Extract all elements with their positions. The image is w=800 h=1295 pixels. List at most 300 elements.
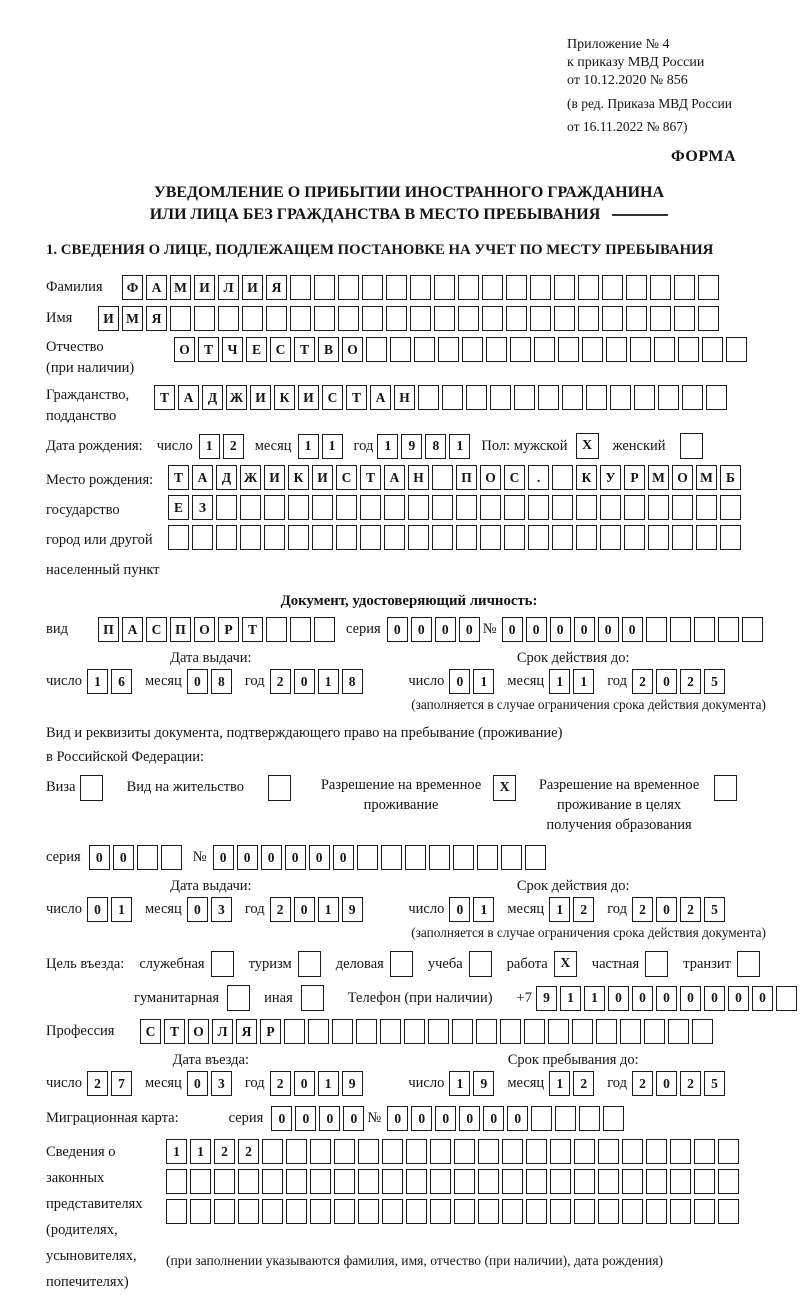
form-cell bbox=[696, 525, 717, 550]
form-cell bbox=[476, 1019, 497, 1044]
citizenship-label: Гражданство, подданство bbox=[46, 387, 130, 424]
form-cell bbox=[310, 1199, 331, 1224]
form-cell: 8 bbox=[425, 434, 446, 459]
business-checkbox bbox=[390, 951, 413, 977]
given-name-row bbox=[46, 306, 772, 331]
form-cell: К bbox=[274, 385, 295, 410]
form-cell: 1 bbox=[322, 434, 343, 459]
form-cell: М bbox=[696, 465, 717, 490]
doc-kind-boxes bbox=[98, 617, 338, 642]
form-cell bbox=[558, 337, 579, 362]
form-cell bbox=[646, 617, 667, 642]
form-cell bbox=[682, 385, 703, 410]
form-cell bbox=[598, 1169, 619, 1194]
valid-month-boxes bbox=[549, 897, 597, 922]
form-cell: С bbox=[146, 617, 167, 642]
form-cell: 2 bbox=[87, 1071, 108, 1096]
form-cell bbox=[434, 275, 455, 300]
migration-card-row bbox=[46, 1106, 772, 1131]
form-cell bbox=[694, 1169, 715, 1194]
form-cell bbox=[502, 1199, 523, 1224]
form-cell bbox=[702, 337, 723, 362]
form-cell bbox=[528, 495, 549, 520]
form-cell bbox=[334, 1169, 355, 1194]
form-cell bbox=[384, 495, 405, 520]
valid-year-boxes bbox=[632, 669, 728, 694]
birth-date-row bbox=[46, 433, 772, 459]
form-cell bbox=[290, 617, 311, 642]
form-cell: А bbox=[122, 617, 143, 642]
form-cell: 2 bbox=[223, 434, 244, 459]
form-cell bbox=[525, 845, 546, 870]
form-cell bbox=[216, 495, 237, 520]
birth-place-label: Место рождения: государство город или другой населенный пункт bbox=[46, 472, 160, 578]
form-cell bbox=[310, 1169, 331, 1194]
form-cell bbox=[453, 845, 474, 870]
form-cell: С bbox=[504, 465, 525, 490]
form-cell bbox=[530, 306, 551, 331]
form-cell bbox=[486, 337, 507, 362]
form-cell: О bbox=[174, 337, 195, 362]
form-cell bbox=[478, 1169, 499, 1194]
form-cell: 0 bbox=[656, 1071, 677, 1096]
residence-doc-intro2: в Российской Федерации: bbox=[46, 749, 205, 765]
form-cell bbox=[696, 495, 717, 520]
form-cell bbox=[482, 306, 503, 331]
form-cell bbox=[646, 1199, 667, 1224]
form-cell: 9 bbox=[473, 1071, 494, 1096]
form-cell: 0 bbox=[89, 845, 110, 870]
form-cell: 0 bbox=[411, 1106, 432, 1131]
form-cell: 1 bbox=[318, 1071, 339, 1096]
form-cell: 0 bbox=[294, 1071, 315, 1096]
form-cell: Р bbox=[218, 617, 239, 642]
form-cell bbox=[670, 617, 691, 642]
form-cell: 5 bbox=[704, 897, 725, 922]
form-cell bbox=[603, 1106, 624, 1131]
residence-doc-dates bbox=[46, 878, 738, 922]
form-cell bbox=[168, 525, 189, 550]
form-cell bbox=[238, 1199, 259, 1224]
form-cell bbox=[430, 1199, 451, 1224]
form-cell bbox=[650, 275, 671, 300]
form-cell: 5 bbox=[704, 669, 725, 694]
form-cell: Я bbox=[146, 306, 167, 331]
year-label: год bbox=[353, 437, 374, 454]
form-cell bbox=[410, 275, 431, 300]
form-cell bbox=[214, 1199, 235, 1224]
identity-doc-row bbox=[46, 617, 772, 642]
form-cell bbox=[380, 1019, 401, 1044]
doc-seriya-boxes bbox=[387, 617, 483, 642]
form-cell bbox=[266, 617, 287, 642]
form-cell: 6 bbox=[111, 669, 132, 694]
purpose-option-study: учеба bbox=[428, 951, 492, 977]
residence-permit-label: Вид на жительство bbox=[126, 779, 245, 795]
form-cell: 7 bbox=[111, 1071, 132, 1096]
form-cell: 0 bbox=[187, 897, 208, 922]
form-cell bbox=[314, 275, 335, 300]
form-cell: М bbox=[122, 306, 143, 331]
year-label: год bbox=[244, 1075, 265, 1091]
surname-label: Фамилия bbox=[46, 279, 103, 295]
form-cell: 8 bbox=[342, 669, 363, 694]
purpose-label: Цель въезда: bbox=[46, 955, 125, 972]
gender-female-label: женский bbox=[612, 437, 666, 454]
patronymic-label: Отчество (при наличии) bbox=[46, 339, 135, 376]
form-cell: И bbox=[298, 385, 319, 410]
form-cell: 1 bbox=[473, 669, 494, 694]
form-cell: Д bbox=[216, 465, 237, 490]
form-cell bbox=[554, 275, 575, 300]
form-cell bbox=[366, 337, 387, 362]
form-cell bbox=[480, 525, 501, 550]
purpose-option-business-trip: служебная bbox=[139, 951, 233, 977]
form-cell: 2 bbox=[270, 669, 291, 694]
form-cell bbox=[646, 1139, 667, 1164]
citizenship-row bbox=[46, 385, 772, 427]
form-cell bbox=[216, 525, 237, 550]
form-cell bbox=[490, 385, 511, 410]
day-label: число bbox=[46, 673, 82, 689]
issue-day-boxes bbox=[87, 669, 135, 694]
form-cell: 0 bbox=[411, 617, 432, 642]
issue-year-boxes bbox=[270, 897, 366, 922]
form-cell bbox=[624, 525, 645, 550]
form-cell: 1 bbox=[166, 1139, 187, 1164]
form-cell: 0 bbox=[598, 617, 619, 642]
form-cell: 0 bbox=[187, 1071, 208, 1096]
form-cell: 3 bbox=[211, 1071, 232, 1096]
form-cell: И bbox=[242, 275, 263, 300]
form-cell bbox=[406, 1199, 427, 1224]
form-cell: Т bbox=[164, 1019, 185, 1044]
form-cell: Я bbox=[236, 1019, 257, 1044]
month-label: месяц bbox=[507, 901, 545, 917]
form-cell bbox=[602, 306, 623, 331]
representatives-row3 bbox=[166, 1199, 742, 1224]
gender-male-label: Пол: мужской bbox=[481, 437, 568, 454]
forma-label: ФОРМА bbox=[670, 148, 736, 165]
profession-boxes bbox=[140, 1019, 716, 1044]
form-cell bbox=[526, 1139, 547, 1164]
purpose-option-tourism: туризм bbox=[249, 951, 321, 977]
form-cell: 0 bbox=[343, 1106, 364, 1131]
seriya-label: серия bbox=[46, 849, 81, 865]
form-title-line2: ИЛИ ЛИЦА БЕЗ ГРАЖДАНСТВА В МЕСТО ПРЕБЫВАНИЯ bbox=[46, 204, 772, 226]
form-cell: Н bbox=[394, 385, 415, 410]
form-cell bbox=[334, 1139, 355, 1164]
identity-valid-until-date bbox=[408, 650, 738, 694]
patronymic-row bbox=[46, 337, 772, 379]
phone-label: Телефон (при наличии) bbox=[347, 989, 493, 1006]
form-cell bbox=[190, 1199, 211, 1224]
profession-row bbox=[46, 1019, 772, 1044]
birth-year-boxes bbox=[377, 434, 473, 459]
purpose-option-business: деловая bbox=[336, 951, 413, 977]
birth-place-row1 bbox=[168, 465, 744, 490]
issue-month-boxes bbox=[187, 897, 235, 922]
form-cell bbox=[574, 1169, 595, 1194]
form-cell bbox=[644, 1019, 665, 1044]
form-cell: 1 bbox=[560, 986, 581, 1011]
profession-label: Профессия bbox=[46, 1023, 115, 1039]
birth-place-boxes bbox=[168, 465, 744, 555]
form-cell bbox=[264, 495, 285, 520]
form-cell: 0 bbox=[87, 897, 108, 922]
form-cell bbox=[578, 275, 599, 300]
form-cell bbox=[718, 1139, 739, 1164]
representatives-note: (при заполнении указываются фамилия, имя, отчество (при наличии), дата рождения) bbox=[166, 1253, 664, 1268]
form-cell bbox=[576, 525, 597, 550]
form-cell: Т bbox=[294, 337, 315, 362]
form-cell: 0 bbox=[728, 986, 749, 1011]
form-cell bbox=[574, 1199, 595, 1224]
month-label: месяц bbox=[507, 673, 545, 689]
form-cell: 1 bbox=[449, 1071, 470, 1096]
form-cell bbox=[456, 495, 477, 520]
form-cell bbox=[626, 275, 647, 300]
humanitarian-checkbox bbox=[227, 985, 250, 1011]
form-cell: И bbox=[264, 465, 285, 490]
year-label: год bbox=[607, 1075, 627, 1091]
form-cell bbox=[526, 1169, 547, 1194]
form-cell bbox=[382, 1169, 403, 1194]
form-cell bbox=[579, 1106, 600, 1131]
form-cell bbox=[161, 845, 182, 870]
visa-label: Виза bbox=[46, 779, 76, 795]
form-cell bbox=[502, 1139, 523, 1164]
entry-dates bbox=[46, 1052, 738, 1096]
representatives-block bbox=[46, 1139, 772, 1295]
appendix-reference bbox=[567, 36, 772, 136]
form-cell bbox=[284, 1019, 305, 1044]
form-cell: Л bbox=[212, 1019, 233, 1044]
form-cell bbox=[698, 275, 719, 300]
form-cell bbox=[360, 495, 381, 520]
form-cell: 1 bbox=[318, 897, 339, 922]
work-checkbox: X bbox=[554, 951, 577, 977]
form-cell: Т bbox=[198, 337, 219, 362]
form-cell: 0 bbox=[656, 986, 677, 1011]
form-cell: 0 bbox=[309, 845, 330, 870]
form-cell: И bbox=[250, 385, 271, 410]
form-cell: О bbox=[342, 337, 363, 362]
visa-checkbox bbox=[80, 775, 103, 801]
day-label: число bbox=[46, 901, 82, 917]
number-label: № bbox=[482, 621, 497, 637]
form-cell bbox=[578, 306, 599, 331]
form-cell bbox=[286, 1169, 307, 1194]
form-cell bbox=[586, 385, 607, 410]
form-cell bbox=[574, 1139, 595, 1164]
form-cell bbox=[308, 1019, 329, 1044]
citizenship-boxes bbox=[154, 385, 730, 410]
residence-issue-date bbox=[46, 878, 376, 922]
purpose-row2-phone-row bbox=[46, 985, 772, 1011]
form-cell bbox=[550, 1169, 571, 1194]
form-cell: Т bbox=[168, 465, 189, 490]
other-purpose-label: иная bbox=[264, 989, 293, 1006]
valid-day-boxes bbox=[449, 897, 497, 922]
representatives-label: Сведения о законных представителях (родителях, усыновителях, попечителях) bbox=[46, 1144, 143, 1290]
form-cell bbox=[550, 1139, 571, 1164]
form-cell: 0 bbox=[680, 986, 701, 1011]
form-cell bbox=[742, 617, 763, 642]
form-cell: 0 bbox=[550, 617, 571, 642]
form-cell: 3 bbox=[211, 897, 232, 922]
form-cell bbox=[386, 275, 407, 300]
form-cell bbox=[432, 495, 453, 520]
form-cell bbox=[610, 385, 631, 410]
form-cell bbox=[466, 385, 487, 410]
form-cell bbox=[386, 306, 407, 331]
form-cell bbox=[384, 525, 405, 550]
form-cell bbox=[166, 1169, 187, 1194]
form-cell bbox=[648, 495, 669, 520]
form-cell: Р bbox=[624, 465, 645, 490]
form-cell bbox=[538, 385, 559, 410]
form-cell bbox=[650, 306, 671, 331]
form-cell bbox=[482, 275, 503, 300]
residence-valid-until-date bbox=[408, 878, 738, 922]
form-cell: С bbox=[270, 337, 291, 362]
form-cell bbox=[382, 1139, 403, 1164]
form-cell: Л bbox=[218, 275, 239, 300]
form-cell bbox=[718, 1169, 739, 1194]
form-cell: 2 bbox=[680, 897, 701, 922]
form-cell: Я bbox=[266, 275, 287, 300]
form-cell: 8 bbox=[211, 669, 232, 694]
form-cell bbox=[452, 1019, 473, 1044]
form-cell: 1 bbox=[473, 897, 494, 922]
form-cell: К bbox=[288, 465, 309, 490]
temp-residence-label: Разрешение на временное проживание bbox=[320, 777, 482, 813]
form-cell bbox=[462, 337, 483, 362]
appendix-line: к приказу МВД России bbox=[567, 55, 705, 70]
section-1-heading: 1. СВЕДЕНИЯ О ЛИЦЕ, ПОДЛЕЖАЩЕМ ПОСТАНОВКЕ НА УЧЕТ ПО МЕСТУ ПРЕБЫВАНИЯ bbox=[46, 242, 714, 258]
form-cell bbox=[504, 495, 525, 520]
number-label: № bbox=[192, 849, 207, 865]
form-cell: 1 bbox=[199, 434, 220, 459]
form-cell bbox=[548, 1019, 569, 1044]
form-cell: 1 bbox=[87, 669, 108, 694]
form-cell bbox=[678, 337, 699, 362]
form-cell bbox=[456, 525, 477, 550]
birth-day-boxes bbox=[199, 434, 247, 459]
form-cell: 2 bbox=[680, 1071, 701, 1096]
given-name-label: Имя bbox=[46, 310, 73, 326]
form-cell bbox=[674, 275, 695, 300]
form-cell: П bbox=[456, 465, 477, 490]
phone-prefix: +7 bbox=[516, 989, 532, 1006]
form-cell bbox=[504, 525, 525, 550]
form-cell bbox=[332, 1019, 353, 1044]
form-cell bbox=[362, 306, 383, 331]
form-cell: 0 bbox=[502, 617, 523, 642]
residence-seriya-boxes bbox=[89, 845, 185, 870]
form-cell bbox=[478, 1139, 499, 1164]
form-cell bbox=[290, 306, 311, 331]
temp-residence-education-label: Разрешение на временное проживание в целях получения образования bbox=[538, 777, 700, 833]
other-purpose-checkbox bbox=[301, 985, 324, 1011]
form-cell: 2 bbox=[214, 1139, 235, 1164]
study-checkbox bbox=[469, 951, 492, 977]
amendment-line: от 16.11.2022 № 867) bbox=[567, 119, 688, 134]
amendment-line: (в ред. Приказа МВД России bbox=[567, 96, 732, 111]
form-cell: 2 bbox=[632, 1071, 653, 1096]
form-cell: 0 bbox=[752, 986, 773, 1011]
form-cell: 1 bbox=[549, 897, 570, 922]
transit-checkbox bbox=[737, 951, 760, 977]
entry-purpose-row bbox=[46, 951, 772, 977]
form-cell bbox=[338, 306, 359, 331]
form-cell: 0 bbox=[213, 845, 234, 870]
form-cell: П bbox=[98, 617, 119, 642]
form-cell bbox=[458, 275, 479, 300]
form-cell: 0 bbox=[271, 1106, 292, 1131]
form-cell bbox=[600, 525, 621, 550]
form-cell bbox=[434, 306, 455, 331]
form-cell bbox=[622, 1169, 643, 1194]
form-cell: 0 bbox=[295, 1106, 316, 1131]
form-cell: И bbox=[194, 275, 215, 300]
form-cell: А bbox=[370, 385, 391, 410]
form-cell bbox=[458, 306, 479, 331]
form-cell bbox=[194, 306, 215, 331]
form-cell bbox=[408, 525, 429, 550]
birth-place-row3 bbox=[168, 525, 744, 550]
entry-date bbox=[46, 1052, 376, 1096]
form-cell bbox=[312, 495, 333, 520]
form-cell: 0 bbox=[622, 617, 643, 642]
form-cell: И bbox=[312, 465, 333, 490]
form-cell: Ж bbox=[240, 465, 261, 490]
form-cell bbox=[694, 617, 715, 642]
birth-place-block bbox=[46, 465, 772, 585]
form-cell bbox=[555, 1106, 576, 1131]
form-cell bbox=[314, 306, 335, 331]
issue-date-title: Дата выдачи: bbox=[170, 650, 252, 666]
form-cell: А bbox=[384, 465, 405, 490]
seriya-label: серия bbox=[346, 621, 381, 637]
form-cell: 2 bbox=[573, 897, 594, 922]
given-name-boxes bbox=[98, 306, 722, 331]
form-cell bbox=[264, 525, 285, 550]
form-cell bbox=[390, 337, 411, 362]
form-cell: Ф bbox=[122, 275, 143, 300]
appendix-line: Приложение № 4 bbox=[567, 37, 670, 52]
form-cell bbox=[598, 1199, 619, 1224]
month-label: месяц bbox=[144, 901, 182, 917]
form-cell: 5 bbox=[704, 1071, 725, 1096]
form-cell: 1 bbox=[318, 669, 339, 694]
form-cell bbox=[240, 495, 261, 520]
identity-doc-heading: Документ, удостоверяющий личность: bbox=[280, 593, 538, 609]
surname-boxes bbox=[122, 275, 722, 300]
form-cell bbox=[137, 845, 158, 870]
form-cell bbox=[554, 306, 575, 331]
form-cell bbox=[672, 495, 693, 520]
form-cell: 1 bbox=[190, 1139, 211, 1164]
form-cell bbox=[406, 1169, 427, 1194]
form-cell bbox=[358, 1139, 379, 1164]
form-cell bbox=[510, 337, 531, 362]
stay-day-boxes bbox=[449, 1071, 497, 1096]
day-label: число bbox=[408, 901, 445, 917]
form-cell bbox=[170, 306, 191, 331]
form-cell bbox=[428, 1019, 449, 1044]
